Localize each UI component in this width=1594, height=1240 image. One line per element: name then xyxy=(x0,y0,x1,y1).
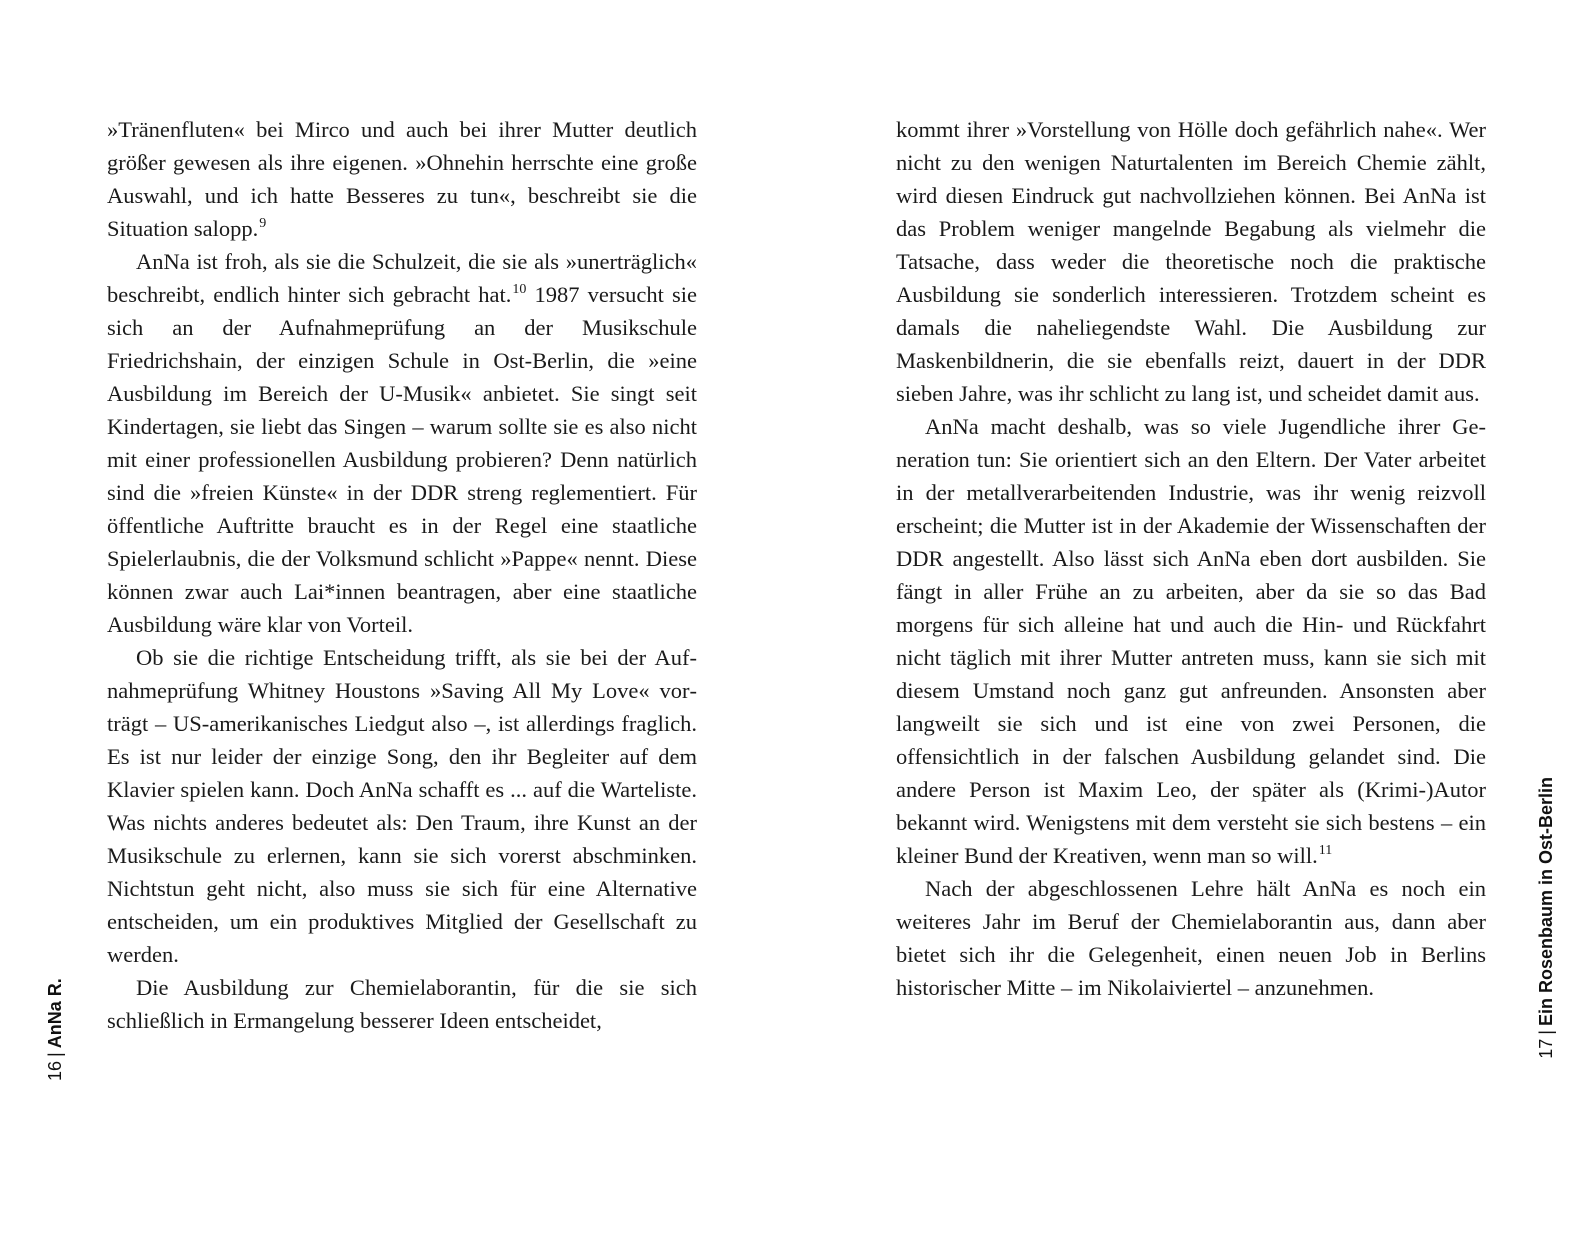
left-page-text xyxy=(107,113,697,1037)
right-page-text xyxy=(896,113,1486,1004)
paragraph: Nach der abgeschlossenen Lehre hält AnNa es noch ein weiteres Jahr im Beruf der Chemielaborantin aus, dann aber bietet sich ihr die Gelegenheit, einen neuen Job in Berlins historischer Mitte – im Nikolaiviertel – anzunehmen. xyxy=(896,876,1486,1000)
paragraph: »Tränenfluten« bei Mirco und auch bei ihrer Mutter deutlich größer gewesen als ihre eigenen. »Ohnehin herrschte eine große Auswahl, und ich hatte Besseres zu tun«, beschreibt sie die Situation salopp.$^9$ xyxy=(107,117,697,241)
separator: | xyxy=(45,1052,65,1057)
paragraph: AnNa ist froh, als sie die Schulzeit, die sie als »unerträglich« beschreibt, endlich hinter sich gebracht hat.$^{10}$ 1987 versucht sie sich an der Aufnahmeprüfung an der Musikschule Friedrichshain, der einzigen Schule in Ost-Berlin, die »eine Ausbildung im Bereich der U-Musik« anbietet. Sie singt seit Kindertagen, sie liebt das Singen – warum sollte sie es also nicht mit einer professionellen Ausbildung probieren? Denn natürlich sind die »freien Künste« in der DDR streng reglementiert. Für öffentliche Auftritte braucht es in der Regel eine staatliche Spielerlaubnis, die der Volksmund schlicht »Pappe« nennt. Diese können zwar auch Lai*innen beantragen, aber eine staatliche Ausbildung wäre klar von Vorteil. xyxy=(107,249,698,637)
paragraph: AnNa macht deshalb, was so viele Jugendliche ihrer Generation tun: Sie orientiert sich an den Eltern. Der Vater arbeitet in der metallverarbeitenden Industrie, was ihr wenig reizvoll erscheint; die Mutter ist in der Akademie der Wissenschaften der DDR angestellt. Also lässt sich AnNa eben dort ausbilden. Sie fängt in aller Frühe an zu arbeiten, aber da sie so das Bad morgens für sich alleine hat und auch die Hin- und Rückfahrt nicht täglich mit ihrer Mutter antreten muss, kann sie sich mit diesem Umstand noch ganz gut anfreunden. Ansonsten aber langweilt sie sich und ist eine von zwei Personen, die offensichtlich in der falschen Ausbildung gelandet sind. Die andere Person ist Maxim Leo, der später als (Krimi-)Autor bekannt wird. Wenigstens mit dem versteht sie sich bestens – ein kleiner Bund der Kreativen, wenn man so will.$^{11}$ xyxy=(896,414,1486,868)
footnote-ref: 9 xyxy=(259,216,267,231)
page-number: 17 xyxy=(1536,1038,1556,1059)
footnote-ref: 11 xyxy=(1318,843,1333,858)
running-title: Ein Rosenbaum in Ost-Berlin xyxy=(1536,777,1556,1027)
right-running-head xyxy=(1535,777,1557,1059)
running-title: AnNa R. xyxy=(45,978,65,1049)
left-running-head xyxy=(44,978,66,1081)
separator: | xyxy=(1536,1030,1556,1035)
paragraph: Die Ausbildung zur Chemielaborantin, für die sie sich schließlich in Ermangelung besserer Ideen entscheidet, xyxy=(107,975,697,1033)
page-number: 16 xyxy=(45,1060,65,1081)
paragraph: kommt ihrer »Vorstellung von Hölle doch gefährlich nahe«. Wer nicht zu den wenigen Naturtalenten im Bereich Chemie zählt, wird diesen Eindruck gut nachvollziehen können. Bei AnNa ist das Problem weniger mangelnde Begabung als vielmehr die Tatsache, dass weder die theoretische noch die praktische Ausbildung sie sonderlich interessieren. Trotzdem scheint es damals die naheliegendste Wahl. Die Ausbildung zur Maskenbildnerin, die sie ebenfalls reizt, dauert in der DDR sieben Jahre, was ihr schlicht zu lang ist, und scheidet damit aus. xyxy=(896,117,1486,406)
footnote-ref: 10 xyxy=(512,282,527,297)
paragraph: Ob sie die richtige Entscheidung trifft, als sie bei der Aufnahmeprüfung Whitney Houstons »Saving All My Love« vorträgt – US-amerikanisches Liedgut also –, ist allerdings fraglich. Es ist nur leider der einzige Song, den ihr Begleiter auf dem Klavier spielen kann. Doch AnNa schafft es ... auf die Warteliste. Was nichts anderes bedeutet als: Den Traum, ihre Kunst an der Musikschule zu erlernen, kann sie sich vorerst abschminken. Nichtstun geht nicht, also muss sie sich für eine Alternative entscheiden, um ein produktives Mitglied der Gesellschaft zu werden. xyxy=(107,645,697,967)
